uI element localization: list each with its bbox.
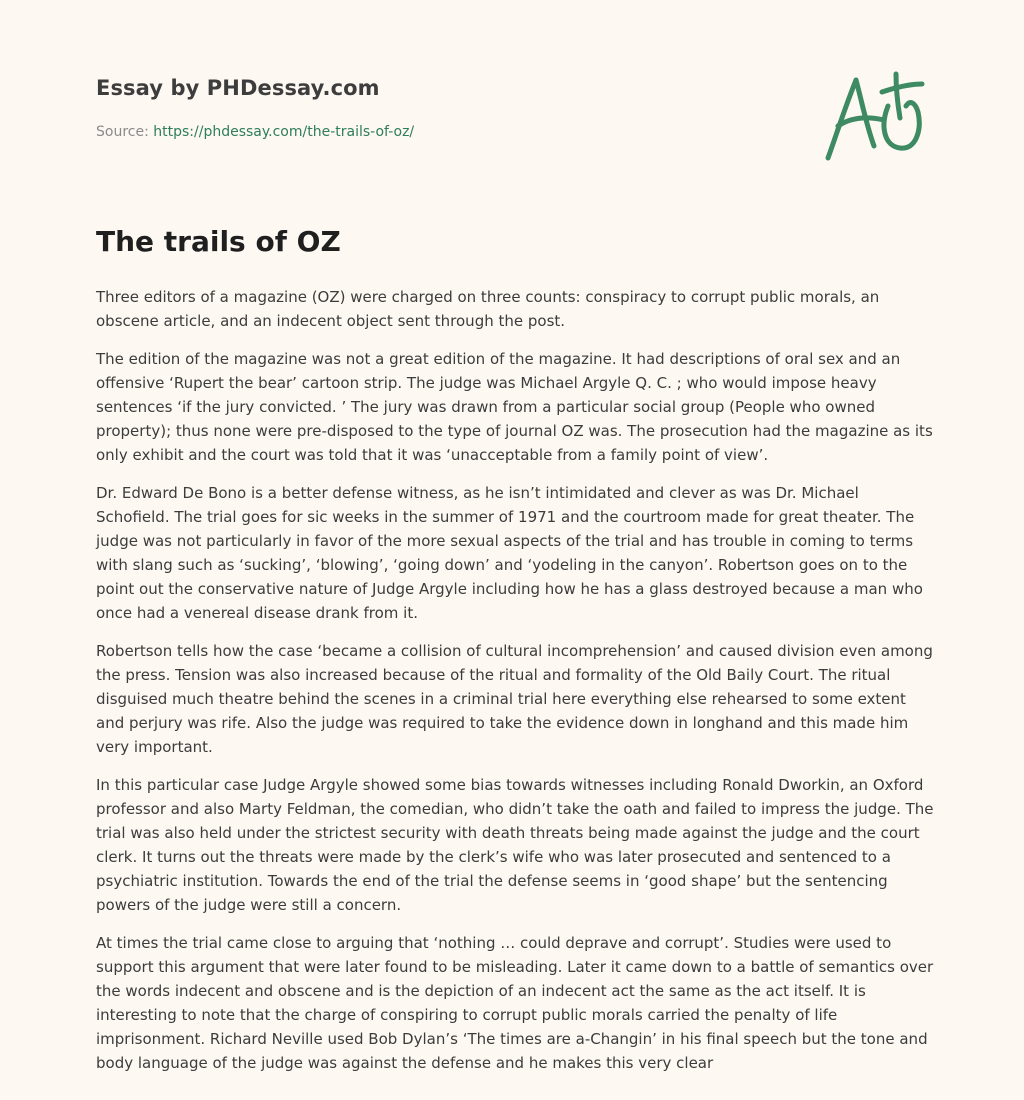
- essay-paragraph: Dr. Edward De Bono is a better defense witness, as he isn’t intimidated and clever as was Dr. Michael Schofield. The trial goes for sic weeks in the summer of 1971 and the courtroom made for great theater. The judge was not particularly in favor of the more sexual aspects of the trial and has trouble in coming to terms with slang such as ‘sucking’, ‘blowing’, ‘going down’ and ‘yodeling in the canyon’. Robertson goes on to the point out the conservative nature of Judge Argyle including how he has a glass destroyed because a man who once had a venereal disease drank from it.: [96, 484, 923, 622]
- essay-paragraph: Robertson tells how the case ‘became a collision of cultural incomprehension’ and caused division even among the press. Tension was also increased because of the ritual and formality of the Old Baily Court. The ritual disguised much theatre behind the scenes in a criminal trial here everything else rehearsed to some extent and perjury was rife. Also the judge was required to take the evidence down in longhand and this made him very important.: [96, 642, 933, 756]
- essay-paragraph: In this particular case Judge Argyle showed some bias towards witnesses including Ronald Dworkin, an Oxford professor and also Marty Feldman, the comedian, who didn’t take the oath and failed to impress the judge. The trial was also held under the strictest security with death threats being made against the judge and the court clerk. It turns out the threats were made by the clerk’s wife who was later prosecuted and sentenced to a psychiatric institution. Towards the end of the trial the defense seems in ‘good shape’ but the sentencing powers of the judge were still a concern.: [96, 776, 934, 914]
- source-line: [96, 124, 414, 140]
- essay-paragraph: At times the trial came close to arguing that ‘nothing … could deprave and corrupt’. Studies were used to support this argument that were later found to be misleading. Later it came down to a battle of semantics over the words indecent and obscene and is the depiction of an indecent act the same as the act itself. It is interesting to note that the charge of conspiring to corrupt public morals carried the penalty of life imprisonment. Richard Neville used Bob Dylan’s ‘The times are a-Changin’ in his final speech but the tone and body language of the judge was against the defense and he makes this very clear: [96, 934, 934, 1072]
- essay-paragraph: The edition of the magazine was not a great edition of the magazine. It had descriptions of oral sex and an offensive ‘Rupert the bear’ cartoon strip. The judge was Michael Argyle Q. C. ; who would impose heavy sentences ‘if the jury convicted. ’ The jury was drawn from a particular social group (People who owned property); thus none were pre-disposed to the type of journal OZ was. The prosecution had the magazine as its only exhibit and the court was told that it was ‘unacceptable from a family point of view’.: [96, 350, 933, 464]
- essay-paragraph: Three editors of a magazine (OZ) were charged on three counts: conspiracy to corrupt public morals, an obscene article, and an indecent object sent through the post.: [96, 288, 880, 330]
- essay-title: The trails of OZ: [96, 225, 341, 258]
- essay-body: [96, 285, 936, 1089]
- site-brand: Essay by PHDessay.com: [96, 76, 380, 100]
- a-plus-grade-logo-icon: [818, 66, 930, 166]
- source-label: Source:: [96, 124, 149, 140]
- source-link[interactable]: https://phdessay.com/the-trails-of-oz/: [153, 124, 415, 140]
